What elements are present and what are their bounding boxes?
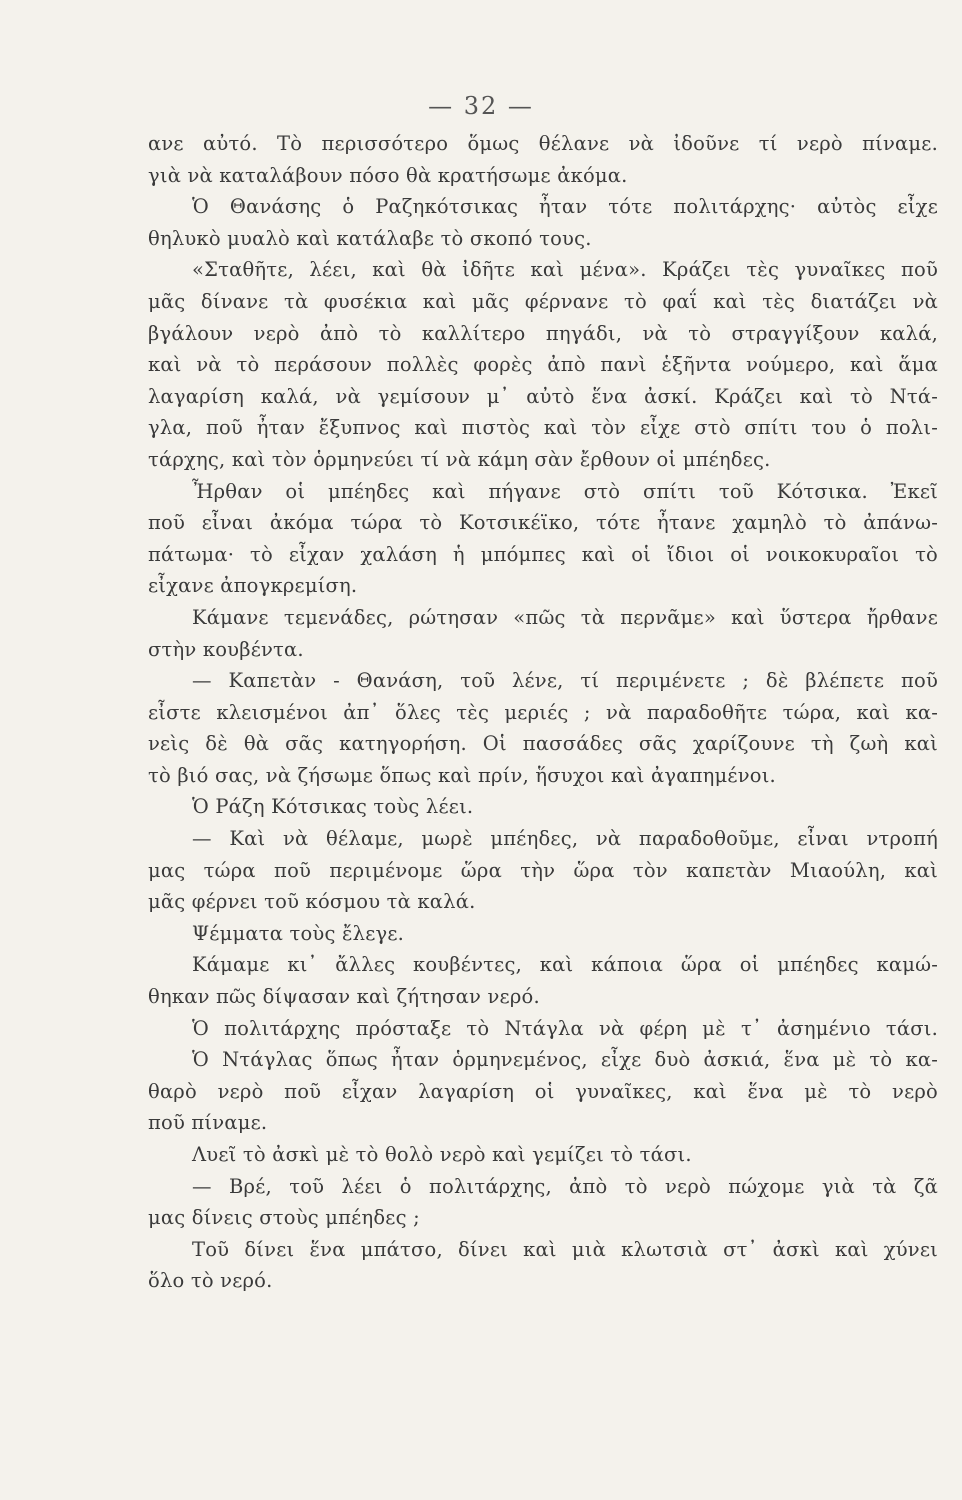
- text-line: Ὁ Θανάσης ὁ Ραζηκότσικας ἦταν τότε πολιτάρχης· αὐτὸς εἶχε: [192, 195, 938, 219]
- text-line: ὅλο τὸ νερό.: [148, 1269, 273, 1293]
- text-line: — Βρέ, τοῦ λέει ὁ πολιτάρχης, ἀπὸ τὸ νερὸ πώχομε γιὰ τὰ ζᾶ: [192, 1174, 938, 1198]
- text-line: τάρχης, καὶ τὸν ὁρμηνεύει τί νὰ κάμη σὰν ἔρθουν οἱ μπέηδες.: [148, 447, 771, 471]
- text-line: Τοῦ δίνει ἕνα μπάτσο, δίνει καὶ μιὰ κλωτσιὰ στ᾽ ἀσκὶ καὶ χύνει: [192, 1237, 938, 1261]
- text-line: θαρὸ νερὸ ποῦ εἶχαν λαγαρίση οἱ γυναῖκες, καὶ ἕνα μὲ τὸ νερὸ: [148, 1079, 938, 1103]
- text-line: θηλυκὸ μυαλὸ καὶ κατάλαβε τὸ σκοπό τους.: [148, 226, 592, 250]
- text-line: θηκαν πῶς δίψασαν καὶ ζήτησαν νερό.: [148, 985, 540, 1009]
- text-line: καὶ νὰ τὸ περάσουν πολλὲς φορὲς ἀπὸ πανὶ ἑξῆντα νούμερο, καὶ ἅμα: [148, 353, 938, 377]
- text-line: τὸ βιό σας, νὰ ζήσωμε ὅπως καὶ πρίν, ἥσυχοι καὶ ἀγαπημένοι.: [148, 763, 776, 787]
- text-line: ποῦ εἶναι ἀκόμα τώρα τὸ Κοτσικέϊκο, τότε ἦτανε χαμηλὸ τὸ ἀπάνω-: [148, 511, 938, 535]
- text-line: νεὶς δὲ θὰ σᾶς κατηγορήση. Οἱ πασσάδες σᾶς χαρίζουνε τὴ ζωὴ καὶ: [148, 732, 938, 756]
- text-line: μας δίνεις στοὺς μπέηδες ;: [148, 1206, 420, 1230]
- text-line: λαγαρίση καλά, νὰ γεμίσουν μ᾽ αὐτὸ ἕνα ἀσκί. Κράζει καὶ τὸ Ντά-: [148, 384, 938, 408]
- text-line: Ὁ πολιτάρχης πρόσταξε τὸ Ντάγλα νὰ φέρη μὲ τ᾽ ἀσημένιο τάσι.: [192, 1016, 938, 1040]
- page-text: [148, 128, 938, 1297]
- text-line: γλα, ποῦ ἦταν ἔξυπνος καὶ πιστὸς καὶ τὸν εἶχε στὸ σπίτι του ὁ πολι-: [148, 416, 938, 440]
- text-line: βγάλουν νερὸ ἀπὸ τὸ καλλίτερο πηγάδι, νὰ τὸ στραγγίξουν καλά,: [148, 321, 938, 345]
- text-line: Κάμαμε κι᾽ ἄλλες κουβέντες, καὶ κάποια ὥρα οἱ μπέηδες καμώ-: [192, 953, 938, 977]
- text-line: — Καὶ νὰ θέλαμε, μωρὲ μπέηδες, νὰ παραδοθοῦμε, εἶναι ντροπή: [192, 827, 938, 851]
- text-line: μᾶς δίνανε τὰ φυσέκια καὶ μᾶς φέρνανε τὸ φαΐ καὶ τὲς διατάζει νὰ: [148, 289, 938, 313]
- page-number: — 32 —: [428, 92, 534, 120]
- text-line: γιὰ νὰ καταλάβουν πόσο θὰ κρατήσωμε ἀκόμα.: [148, 163, 628, 187]
- text-line: Ἦρθαν οἱ μπέηδες καὶ πήγανε στὸ σπίτι τοῦ Κότσικα. Ἐκεῖ: [192, 479, 938, 503]
- text-line: Ψέμματα τοὺς ἔλεγε.: [192, 921, 405, 945]
- text-line: «Σταθῆτε, λέει, καὶ θὰ ἰδῆτε καὶ μένα». Κράζει τὲς γυναῖκες ποῦ: [192, 258, 938, 282]
- text-line: μᾶς φέρνει τοῦ κόσμου τὰ καλά.: [148, 890, 476, 914]
- text-line: — Καπετὰν - Θανάση, τοῦ λένε, τί περιμένετε ; δὲ βλέπετε ποῦ: [192, 669, 938, 693]
- text-line: στὴν κουβέντα.: [148, 637, 304, 661]
- text-line: Λυεῖ τὸ ἀσκὶ μὲ τὸ θολὸ νερὸ καὶ γεμίζει τὸ τάσι.: [192, 1143, 692, 1166]
- text-line: Ὁ Ράζη Κότσικας τοὺς λέει.: [192, 795, 474, 819]
- text-line: εἶχανε ἀπογκρεμίση.: [148, 574, 358, 598]
- text-line: Ὁ Ντάγλας ὅπως ἦταν ὁρμηνεμένος, εἶχε δυὸ ἀσκιά, ἕνα μὲ τὸ κα-: [192, 1048, 938, 1072]
- text-line: πάτωμα· τὸ εἶχαν χαλάση ἡ μπόμπες καὶ οἱ ἴδιοι οἱ νοικοκυραῖοι τὸ: [148, 542, 938, 566]
- text-line: ανε αὐτό. Τὸ περισσότερο ὅμως θέλανε νὰ ἰδοῦνε τί νερὸ πίναμε.: [148, 132, 938, 155]
- text-line: ποῦ πίναμε.: [148, 1111, 268, 1135]
- text-line: εἶστε κλεισμένοι ἀπ᾽ ὅλες τὲς μεριές ; νὰ παραδοθῆτε τώρα, καὶ κα-: [148, 700, 938, 724]
- text-line: Κάμανε τεμενάδες, ρώτησαν «πῶς τὰ περνᾶμε» καὶ ὕστερα ἤρθανε: [192, 605, 938, 629]
- text-line: μας τώρα ποῦ περιμένομε ὥρα τὴν ὥρα τὸν καπετὰν Μιαούλη, καὶ: [148, 858, 938, 882]
